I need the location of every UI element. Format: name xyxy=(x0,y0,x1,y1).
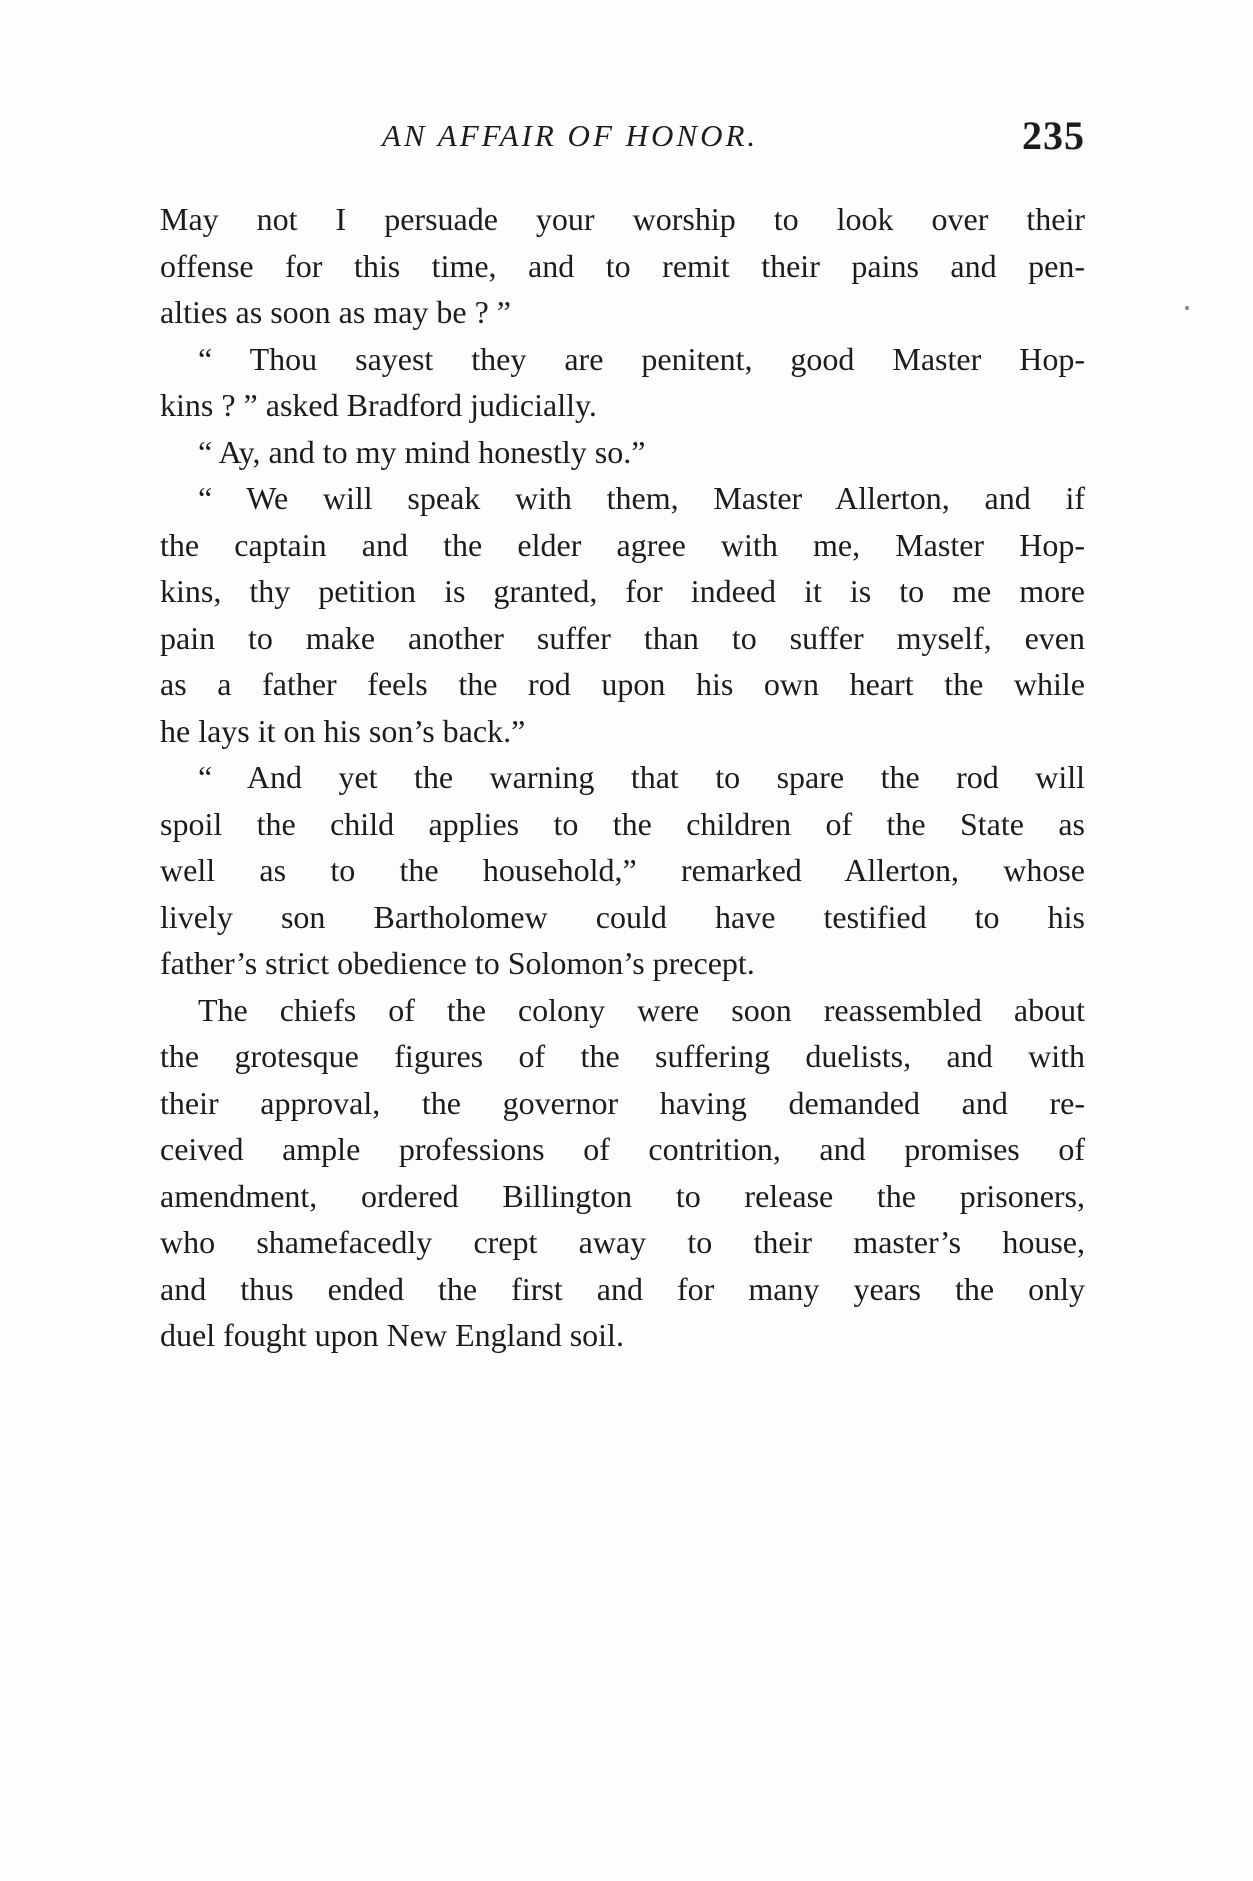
text-line: The chiefs of the colony were soon reassembled about xyxy=(198,991,1085,1028)
text-line: well as to the household,” remarked Allerton, whose xyxy=(160,852,1085,888)
text-line: kins ? ” asked Bradford judicially. xyxy=(160,387,597,423)
text-line: offense for this time, and to remit their pains and pen- xyxy=(160,247,1085,284)
running-title: AN AFFAIR OF HONOR. xyxy=(382,118,759,153)
text-line: he lays it on his son’s back.” xyxy=(160,712,526,749)
text-line: the captain and the elder agree with me, Master Hop- xyxy=(160,526,1085,563)
text-line: alties as soon as may be ? ” xyxy=(160,294,511,330)
text-line: “ We will speak with them, Master Allerton, and if xyxy=(198,480,1085,516)
text-line: “ Thou sayest they are penitent, good Master Hop- xyxy=(198,340,1085,377)
text-line: father’s strict obedience to Solomon’s precept. xyxy=(160,945,755,981)
text-line: “ And yet the warning that to spare the rod will xyxy=(198,759,1085,795)
text-line: May not I persuade your worship to look over their xyxy=(160,201,1085,237)
text-line: kins, thy petition is granted, for indeed it is to me more xyxy=(160,573,1085,609)
text-line: the grotesque figures of the suffering duelists, and with xyxy=(160,1038,1085,1074)
text-line: their approval, the governor having demanded and re- xyxy=(160,1084,1085,1121)
body-text xyxy=(160,196,1085,1359)
text-line: lively son Bartholomew could have testified to his xyxy=(160,898,1085,935)
text-line: “ Ay, and to my mind honestly so.” xyxy=(198,433,646,470)
text-line: ceived ample professions of contrition, and promises of xyxy=(160,1131,1085,1167)
text-line: amendment, ordered Billington to release the prisoners, xyxy=(160,1177,1085,1214)
text-line: who shamefacedly crept away to their master’s house, xyxy=(160,1224,1085,1260)
text-line: as a father feels the rod upon his own heart the while xyxy=(160,666,1085,702)
text-line: and thus ended the first and for many years the only xyxy=(160,1270,1085,1307)
speck-mark xyxy=(1185,306,1189,310)
page-header xyxy=(160,113,1085,168)
text-line: pain to make another suffer than to suffer myself, even xyxy=(160,619,1085,656)
text-line: spoil the child applies to the children of the State as xyxy=(160,805,1085,842)
text-line: duel fought upon New England soil. xyxy=(160,1317,624,1353)
page-number: 235 xyxy=(1022,113,1085,158)
